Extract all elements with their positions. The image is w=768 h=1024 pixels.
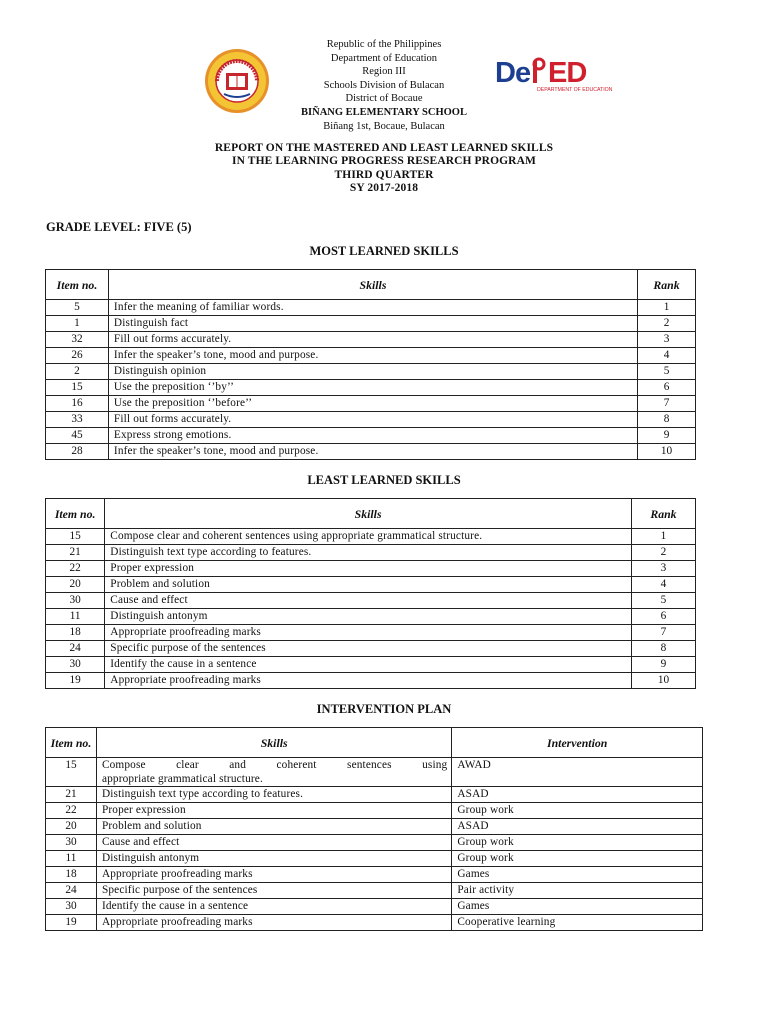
item-no-cell: 22: [46, 803, 97, 819]
rank-cell: 2: [631, 545, 695, 561]
rank-cell: 6: [638, 380, 696, 396]
table-row: [46, 851, 703, 867]
item-no-cell: 30: [46, 835, 97, 851]
letterhead-line: Department of Education: [330, 52, 438, 64]
table-row: [46, 396, 696, 412]
skill-cell: Cause and effect: [105, 593, 632, 609]
report-title-line: SY 2017-2018: [349, 182, 419, 195]
table-row: [46, 380, 696, 396]
item-no-cell: 5: [46, 300, 109, 316]
item-no-cell: 11: [46, 609, 105, 625]
skill-cell: Proper expression: [105, 561, 632, 577]
item-no-cell: 15: [46, 380, 109, 396]
skill-cell: Problem and solution: [96, 819, 451, 835]
intervention-cell: Group work: [452, 803, 703, 819]
rank-cell: 3: [638, 332, 696, 348]
skill-cell: Distinguish antonym: [105, 609, 632, 625]
skill-cell: Specific purpose of the sentences: [105, 641, 632, 657]
header-item-no: Item no.: [46, 728, 97, 758]
table-row: [46, 867, 703, 883]
item-no-cell: 1: [46, 316, 109, 332]
skill-cell: Fill out forms accurately.: [108, 412, 637, 428]
table-row: [46, 577, 696, 593]
rank-cell: 5: [631, 593, 695, 609]
intervention-cell: Group work: [452, 851, 703, 867]
table-row: [46, 803, 703, 819]
rank-cell: 9: [638, 428, 696, 444]
skill-cell: Appropriate proofreading marks: [105, 673, 632, 689]
table-row: [46, 915, 703, 931]
most-learned-table: [45, 269, 696, 460]
rank-cell: 5: [638, 364, 696, 380]
rank-cell: 1: [631, 529, 695, 545]
deped-logo-icon: [493, 54, 613, 98]
table-row: [46, 428, 696, 444]
table-row: [46, 561, 696, 577]
school-address: Biñang 1st, Bocaue, Bulacan: [323, 120, 445, 132]
table-row: [46, 300, 696, 316]
table-row: [46, 444, 696, 460]
item-no-cell: 15: [46, 758, 97, 787]
svg-text:De: De: [495, 57, 531, 89]
item-no-cell: 30: [46, 899, 97, 915]
item-no-cell: 16: [46, 396, 109, 412]
table-row: [46, 609, 696, 625]
least-learned-table: [45, 498, 696, 689]
table-row: [46, 819, 703, 835]
item-no-cell: 24: [46, 641, 105, 657]
skill-cell: Proper expression: [96, 803, 451, 819]
table-row: [46, 641, 696, 657]
skill-cell: Distinguish text type according to features.: [96, 787, 451, 803]
item-no-cell: 45: [46, 428, 109, 444]
skill-cell: Distinguish fact: [108, 316, 637, 332]
table-row: [46, 758, 703, 787]
rank-cell: 4: [638, 348, 696, 364]
item-no-cell: 19: [46, 915, 97, 931]
table-row: [46, 835, 703, 851]
item-no-cell: 18: [46, 867, 97, 883]
report-title-line: THIRD QUARTER: [334, 168, 434, 181]
rank-cell: 7: [638, 396, 696, 412]
table-row: [46, 673, 696, 689]
header-skills: Skills: [96, 728, 451, 758]
skill-cell: Use the preposition ‘’by’’: [108, 380, 637, 396]
rank-cell: 1: [638, 300, 696, 316]
table-row: [46, 657, 696, 673]
table-header-row: [46, 499, 696, 529]
table-row: [46, 348, 696, 364]
skill-cell: Infer the speaker’s tone, mood and purpose.: [108, 444, 637, 460]
skill-cell: Infer the meaning of familiar words.: [108, 300, 637, 316]
school-name: BIÑANG ELEMENTARY SCHOOL: [301, 106, 467, 118]
item-no-cell: 22: [46, 561, 105, 577]
table-row: [46, 412, 696, 428]
skill-cell: Distinguish opinion: [108, 364, 637, 380]
skill-cell: [96, 758, 451, 787]
item-no-cell: 20: [46, 819, 97, 835]
skill-cell: Distinguish text type according to features.: [105, 545, 632, 561]
most-learned-title: MOST LEARNED SKILLS: [309, 244, 459, 258]
item-no-cell: 15: [46, 529, 105, 545]
letterhead: [0, 38, 768, 133]
skill-cell: Identify the cause in a sentence: [105, 657, 632, 673]
intervention-cell: ASAD: [452, 787, 703, 803]
intervention-cell: Cooperative learning: [452, 915, 703, 931]
table-row: [46, 787, 703, 803]
intervention-cell: Games: [452, 867, 703, 883]
svg-text:ED: ED: [548, 57, 587, 89]
item-no-cell: 30: [46, 593, 105, 609]
header-skills: Skills: [108, 270, 637, 300]
intervention-cell: AWAD: [452, 758, 703, 787]
svg-text:DEPARTMENT OF EDUCATION: DEPARTMENT OF EDUCATION: [537, 87, 613, 93]
rank-cell: 9: [631, 657, 695, 673]
rank-cell: 10: [631, 673, 695, 689]
skill-cell: Fill out forms accurately.: [108, 332, 637, 348]
header-intervention: Intervention: [452, 728, 703, 758]
item-no-cell: 32: [46, 332, 109, 348]
header-rank: Rank: [638, 270, 696, 300]
header-skills: Skills: [105, 499, 632, 529]
item-no-cell: 18: [46, 625, 105, 641]
item-no-cell: 2: [46, 364, 109, 380]
skill-line: appropriate grammatical structure.: [101, 773, 263, 785]
rank-cell: 6: [631, 609, 695, 625]
item-no-cell: 24: [46, 883, 97, 899]
intervention-cell: Group work: [452, 835, 703, 851]
header-item-no: Item no.: [46, 499, 105, 529]
rank-cell: 10: [638, 444, 696, 460]
table-header-row: [46, 728, 703, 758]
letterhead-line: Republic of the Philippines: [326, 39, 442, 50]
skill-cell: Appropriate proofreading marks: [105, 625, 632, 641]
header-item-no: Item no.: [46, 270, 109, 300]
grade-level: GRADE LEVEL: FIVE (5): [46, 220, 192, 234]
header-rank: Rank: [631, 499, 695, 529]
skill-cell: Distinguish antonym: [96, 851, 451, 867]
table-row: [46, 899, 703, 915]
table-row: [46, 332, 696, 348]
report-title: [0, 142, 768, 196]
item-no-cell: 26: [46, 348, 109, 364]
skill-cell: Identify the cause in a sentence: [96, 899, 451, 915]
item-no-cell: 21: [46, 545, 105, 561]
intervention-cell: Games: [452, 899, 703, 915]
rank-cell: 8: [638, 412, 696, 428]
item-no-cell: 21: [46, 787, 97, 803]
skill-cell: Problem and solution: [105, 577, 632, 593]
skill-cell: Appropriate proofreading marks: [96, 867, 451, 883]
skill-cell: Cause and effect: [96, 835, 451, 851]
report-title-line: REPORT ON THE MASTERED AND LEAST LEARNED SKILLS: [214, 142, 554, 154]
table-row: [46, 364, 696, 380]
intervention-cell: Pair activity: [452, 883, 703, 899]
intervention-plan-table: [45, 727, 703, 931]
skill-cell: Infer the speaker’s tone, mood and purpose.: [108, 348, 637, 364]
least-learned-title: LEAST LEARNED SKILLS: [307, 473, 461, 487]
skill-cell: Compose clear and coherent sentences using appropriate grammatical structure.: [105, 529, 632, 545]
item-no-cell: 20: [46, 577, 105, 593]
letterhead-line: District of Bocaue: [345, 93, 423, 105]
letterhead-line: Region III: [362, 66, 406, 78]
skill-line: Compose clear and coherent sentences using: [101, 759, 448, 771]
table-row: [46, 593, 696, 609]
report-title-line: IN THE LEARNING PROGRESS RESEARCH PROGRAM: [232, 155, 536, 168]
rank-cell: 7: [631, 625, 695, 641]
table-row: [46, 883, 703, 899]
table-header-row: [46, 270, 696, 300]
skill-cell: Specific purpose of the sentences: [96, 883, 451, 899]
item-no-cell: 30: [46, 657, 105, 673]
rank-cell: 3: [631, 561, 695, 577]
skill-cell: Express strong emotions.: [108, 428, 637, 444]
item-no-cell: 19: [46, 673, 105, 689]
skill-cell: Use the preposition ‘’before’’: [108, 396, 637, 412]
table-row: [46, 625, 696, 641]
table-row: [46, 545, 696, 561]
item-no-cell: 33: [46, 412, 109, 428]
skill-cell: Appropriate proofreading marks: [96, 915, 451, 931]
item-no-cell: 11: [46, 851, 97, 867]
intervention-cell: ASAD: [452, 819, 703, 835]
rank-cell: 4: [631, 577, 695, 593]
rank-cell: 2: [638, 316, 696, 332]
letterhead-line: Schools Division of Bulacan: [323, 79, 445, 91]
item-no-cell: 28: [46, 444, 109, 460]
table-row: [46, 529, 696, 545]
table-row: [46, 316, 696, 332]
intervention-plan-title: INTERVENTION PLAN: [316, 702, 452, 716]
rank-cell: 8: [631, 641, 695, 657]
